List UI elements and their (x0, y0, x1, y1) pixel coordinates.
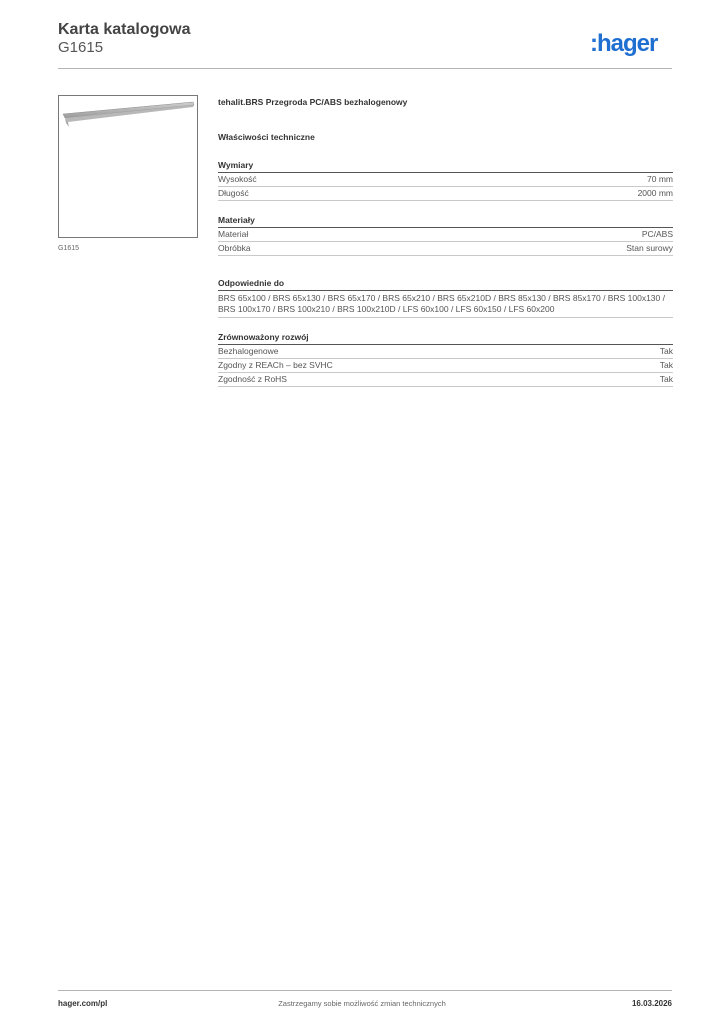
spec-row (218, 187, 673, 201)
cable-duct-partition-image (59, 96, 197, 237)
header-divider (58, 68, 672, 69)
page-title: Karta katalogowa (58, 21, 191, 38)
image-caption: G1615 (58, 245, 80, 252)
spec-value: 2000 mm (637, 188, 673, 198)
footer-disclaimer: Zastrzegamy sobie możliwość zmian technicznych (278, 999, 446, 1008)
spec-row (218, 345, 673, 359)
spec-label: Bezhalogenowe (218, 346, 279, 356)
spec-label: Zgodność z RoHS (218, 374, 287, 384)
sustainability-group (218, 332, 673, 387)
footer-date: 16.03.2026 (631, 999, 672, 1008)
spec-label: Zgodny z REACh – bez SVHC (218, 360, 333, 370)
spec-label: Długość (218, 188, 249, 198)
spec-value: Stan surowy (626, 243, 673, 253)
spec-row (218, 359, 673, 373)
spec-value: Tak (659, 374, 673, 384)
spec-row (218, 173, 673, 187)
footer-website: hager.com/pl (58, 999, 108, 1008)
sustainability-title: Zrównoważony rozwój (218, 332, 673, 345)
suitable-list: BRS 65x100 / BRS 65x130 / BRS 65x170 / BRS 65x210 / BRS 65x210D / BRS 85x130 / BRS 85x170 / BRS 100x130 / BRS 100x170 / BRS 100x210 / BRS 100x210D / LFS 60x100 / LFS 60x150 / LFS 60x200 (218, 291, 673, 318)
dimensions-group (218, 160, 673, 201)
spec-value: Tak (659, 360, 673, 370)
spec-label: Wysokość (218, 174, 257, 184)
technical-properties-heading: Właściwości techniczne (218, 132, 315, 142)
spec-row (218, 242, 673, 256)
product-details (218, 97, 673, 401)
product-image-frame (58, 95, 198, 238)
svg-text::hager: :hager (590, 30, 658, 57)
suitable-title: Odpowiednie do (218, 278, 673, 291)
footer-divider (58, 990, 672, 991)
spec-value: 70 mm (647, 174, 673, 184)
spec-value: Tak (659, 346, 673, 356)
materials-title: Materiały (218, 215, 673, 228)
product-title: tehalit.BRS Przegroda PC/ABS bezhalogenowy (218, 97, 408, 107)
product-code: G1615 (58, 39, 104, 56)
suitable-group (218, 278, 673, 318)
spec-value: PC/ABS (641, 229, 673, 239)
spec-row (218, 373, 673, 387)
dimensions-title: Wymiary (218, 160, 673, 173)
spec-label: Obróbka (218, 243, 251, 253)
materials-group (218, 215, 673, 256)
spec-row (218, 228, 673, 242)
spec-label: Materiał (218, 229, 249, 239)
hager-logo (590, 30, 672, 58)
